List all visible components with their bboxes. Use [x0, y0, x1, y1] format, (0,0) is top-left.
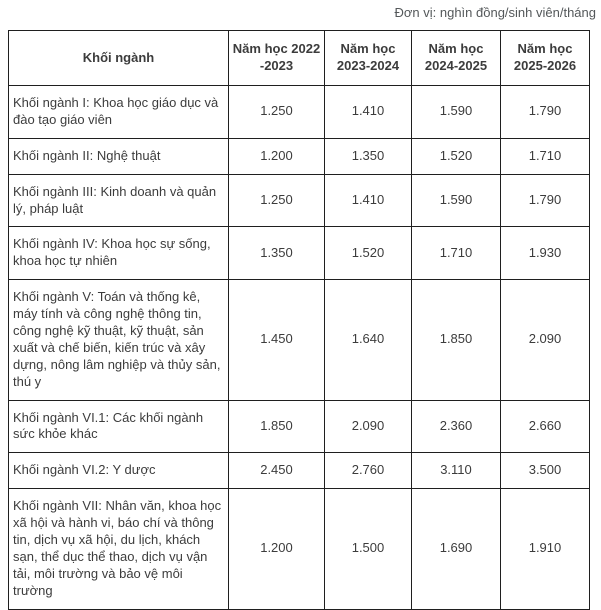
- table-row: [9, 174, 590, 227]
- row-label: Khối ngành VI.1: Các khối ngành sức khỏe khác: [9, 400, 229, 453]
- table-row: [9, 138, 590, 174]
- unit-note: Đơn vị: nghìn đồng/sinh viên/tháng: [394, 5, 596, 20]
- fee-value: 1.790: [501, 174, 590, 227]
- row-label: Khối ngành V: Toán và thống kê, máy tính và công nghệ thông tin, công nghệ kỹ thuật, kỹ thuật, sản xuất và chế biến, kiến trúc và xây dựng, nông lâm nghiệp và thủy sản, thú y: [9, 280, 229, 400]
- fee-value: 2.760: [325, 453, 412, 489]
- table-header-row: [9, 31, 590, 86]
- fee-value: 1.250: [229, 174, 325, 227]
- tuition-fee-table: [8, 30, 590, 610]
- table-row: [9, 86, 590, 139]
- table-row: [9, 280, 590, 400]
- fee-value: 1.710: [501, 138, 590, 174]
- fee-value: 1.850: [412, 280, 501, 400]
- header-year-2023-2024: Năm học 2023-2024: [325, 31, 412, 86]
- row-label: Khối ngành I: Khoa học giáo dục và đào tạo giáo viên: [9, 86, 229, 139]
- fee-value: 1.450: [229, 280, 325, 400]
- row-label: Khối ngành III: Kinh doanh và quản lý, pháp luật: [9, 174, 229, 227]
- fee-value: 2.450: [229, 453, 325, 489]
- header-year-2022-2023: Năm học 2022 -2023: [229, 31, 325, 86]
- fee-value: 2.360: [412, 400, 501, 453]
- fee-value: 1.410: [325, 174, 412, 227]
- fee-value: 1.690: [412, 489, 501, 609]
- fee-value: 1.250: [229, 86, 325, 139]
- fee-value: 1.640: [325, 280, 412, 400]
- row-label: Khối ngành VII: Nhân văn, khoa học xã hội và hành vi, báo chí và thông tin, dịch vụ xã hội, du lịch, khách sạn, thể dục thể thao, dịch vụ vận tải, môi trường và bảo vệ môi trường: [9, 489, 229, 609]
- table-row: [9, 227, 590, 280]
- header-year-2024-2025: Năm học 2024-2025: [412, 31, 501, 86]
- fee-value: 1.520: [412, 138, 501, 174]
- fee-value: 1.500: [325, 489, 412, 609]
- fee-value: 1.200: [229, 489, 325, 609]
- fee-value: 1.350: [229, 227, 325, 280]
- table-row: [9, 489, 590, 609]
- fee-value: 1.200: [229, 138, 325, 174]
- fee-value: 2.090: [325, 400, 412, 453]
- fee-value: 1.520: [325, 227, 412, 280]
- fee-value: 1.350: [325, 138, 412, 174]
- fee-value: 1.710: [412, 227, 501, 280]
- fee-value: 1.590: [412, 174, 501, 227]
- fee-value: 3.500: [501, 453, 590, 489]
- fee-value: 2.660: [501, 400, 590, 453]
- table-row: [9, 453, 590, 489]
- row-label: Khối ngành IV: Khoa học sự sống, khoa học tự nhiên: [9, 227, 229, 280]
- fee-value: 2.090: [501, 280, 590, 400]
- fee-value: 1.930: [501, 227, 590, 280]
- table-row: [9, 400, 590, 453]
- fee-value: 1.790: [501, 86, 590, 139]
- row-label: Khối ngành II: Nghệ thuật: [9, 138, 229, 174]
- fee-value: 1.410: [325, 86, 412, 139]
- header-year-2025-2026: Năm học 2025-2026: [501, 31, 590, 86]
- row-label: Khối ngành VI.2: Y dược: [9, 453, 229, 489]
- fee-value: 3.110: [412, 453, 501, 489]
- fee-value: 1.910: [501, 489, 590, 609]
- fee-value: 1.590: [412, 86, 501, 139]
- header-field-group: Khối ngành: [9, 31, 229, 86]
- fee-value: 1.850: [229, 400, 325, 453]
